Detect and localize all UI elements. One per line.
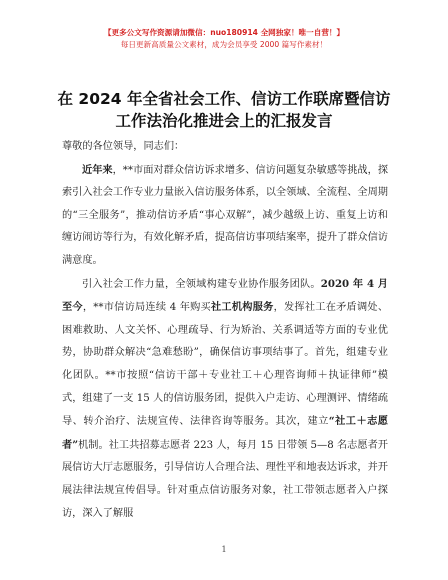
paragraph-2-bold-1: 2020 年 4 月至今 [62, 277, 388, 314]
title-line-1: 在 2024 年全省社会工作、信访工作联席暨信访 [57, 90, 391, 108]
document-title [30, 88, 418, 132]
paragraph-2-text-1: 引入社会工作力量，全领域构建专业协作服务团队。 [82, 278, 321, 290]
paragraph-2-text-4: 机制。社工共招募志愿者 223 人，每月 15 日带领 5—8 名志愿者开展信访大厅志愿服务，引导信访人合理合法、理性平和地表达诉求，并开展法律法规宣传倡导。针对重点信访服务对象，社工带领志愿者入户探访，深入了解服 [62, 439, 388, 519]
paragraph-2-text-2: ，**市信访局连续 4 年购买 [82, 302, 211, 314]
salutation: 尊敬的各位领导，同志们： [62, 141, 185, 152]
promo-banner-line-1: 【更多公文写作资源请加微信：nuo180914 全网独家！唯一自营！】 [103, 28, 345, 37]
paragraph-2-text-3: ，发挥社工在矛盾调处、困难救助、人文关怀、心理疏导、行为矫治、关系调适等方面的专业优势，协助群众解决“急难愁盼”，确保信访事项结事了。首先，组建专业化团队。**市按照“信访干部＋专业社工＋心理咨询师＋执证律师”模式，组建了一支 15 人的信访服务团，提供入户走访、心理测评、情绪疏导、转介治疗、法规宣传、法律咨询等服务。其次，建立 [62, 302, 389, 428]
page-number: 1 [221, 545, 227, 554]
paragraph-1-lead: 近年来 [82, 163, 113, 176]
paragraph-1 [62, 159, 388, 273]
paragraph-2-bold-3: “社工＋志愿者” [62, 415, 388, 451]
paragraph-2 [62, 273, 388, 526]
document-body [62, 136, 388, 525]
paragraph-2-bold-2: 社工机构服务 [211, 301, 274, 314]
paragraph-1-text: ，**市面对群众信访诉求增多、信访问题复杂敏感等挑战，探索引入社会工作专业力量嵌入信访服务体系，以全领域、全流程、全周期的“三全服务”，推动信访矛盾“事心双解”，减少越级上访、重复上访和缠访闹访等行为，有效化解矛盾，提高信访事项结案率，提升了群众信访满意度。 [62, 164, 389, 266]
title-line-2: 工作法治化推进会上的汇报发言 [115, 112, 333, 130]
promo-banner-line-2: 每日更新高质量公文素材，成为会员享受 2000 篇写作素材！ [120, 40, 328, 49]
promo-banner [0, 27, 448, 51]
